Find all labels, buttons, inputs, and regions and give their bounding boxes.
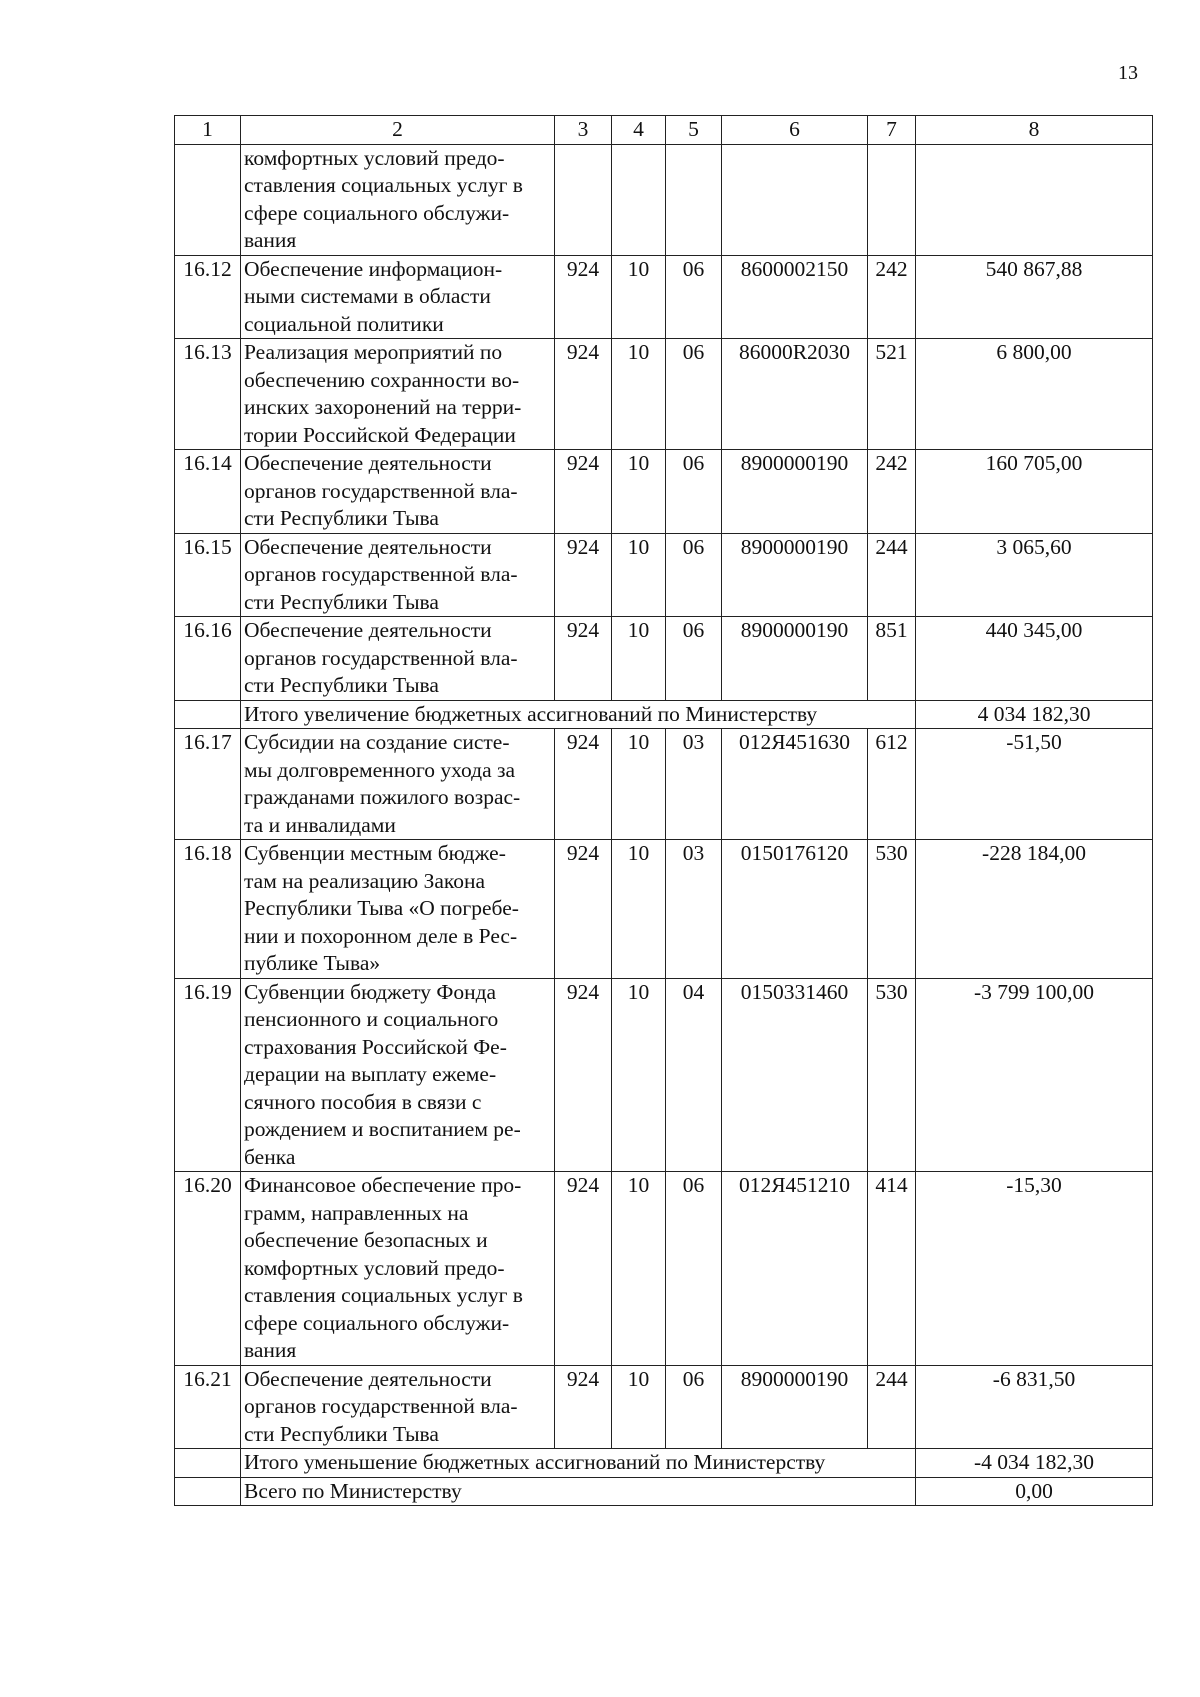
description-text: Реализация мероприятий по обеспечению сохранности во- инских захоронений на терри- тории Российской Федерации [244,340,522,447]
subsection-code-cell: 06 [666,533,722,617]
description-text: Обеспечение деятельности органов государственной вла- сти Республики Тыва [244,618,518,697]
table-row [175,339,1153,450]
summary-label-cell: Итого уменьшение бюджетных ассигнований по Министерству [241,1449,916,1478]
ministry-code-cell: 924 [555,978,612,1172]
row-number-cell: 16.21 [175,1365,241,1449]
target-article-cell: 8600002150 [722,255,868,339]
row-number-cell: 16.13 [175,339,241,450]
description-cell [241,1365,555,1449]
summary-amount-cell: 4 034 182,30 [916,700,1153,729]
ministry-code-cell: 924 [555,1172,612,1366]
target-article-cell: 0150331460 [722,978,868,1172]
page-number: 13 [1118,62,1138,84]
section-code-cell: 10 [612,533,666,617]
subsection-code-cell: 06 [666,617,722,701]
ministry-code-cell: 924 [555,840,612,979]
section-code-cell: 10 [612,339,666,450]
row-number-cell [175,144,241,255]
target-article-cell: 8900000190 [722,450,868,534]
table-row [175,1365,1153,1449]
total-decrease-row [175,1449,1153,1478]
description-cell [241,729,555,840]
table-row [175,729,1153,840]
expense-type-cell: 244 [868,533,916,617]
description-cell [241,617,555,701]
description-text: Обеспечение деятельности органов государственной вла- сти Республики Тыва [244,451,518,530]
subsection-code-cell: 06 [666,1172,722,1366]
description-cell [241,840,555,979]
table-row [175,533,1153,617]
amount-cell: -15,30 [916,1172,1153,1366]
summary-label-cell: Итого увеличение бюджетных ассигнований по Министерству [241,700,916,729]
section-code-cell: 10 [612,617,666,701]
description-text: Субвенции местным бюдже- там на реализацию Закона Республики Тыва «О погребе- нии и похоронном деле в Рес- публике Тыва» [244,841,519,975]
amount-cell: -3 799 100,00 [916,978,1153,1172]
summary-amount-cell: 0,00 [916,1477,1153,1506]
subsection-code-cell: 06 [666,255,722,339]
amount-cell: -6 831,50 [916,1365,1153,1449]
subsection-code-cell: 04 [666,978,722,1172]
budget-table [174,115,1153,1506]
expense-type-cell: 521 [868,339,916,450]
amount-cell: -51,50 [916,729,1153,840]
description-text: Финансовое обеспечение про- грамм, направленных на обеспечение безопасных и комфортных условий предо- ставления социальных услуг в сфере социального обслужи- вания [244,1173,523,1362]
description-text: Обеспечение деятельности органов государственной вла- сти Республики Тыва [244,534,518,614]
summary-amount-cell: -4 034 182,30 [916,1449,1153,1478]
row-number-cell: 16.12 [175,255,241,339]
description-cell [241,1172,555,1366]
subsection-code-cell: 03 [666,729,722,840]
section-code-cell: 10 [612,840,666,979]
description-cell [241,144,555,255]
header-cell: 2 [241,116,555,145]
row-number-cell: 16.18 [175,840,241,979]
row-number-cell: 16.17 [175,729,241,840]
section-code-cell: 10 [612,255,666,339]
grand-total-row [175,1477,1153,1506]
expense-type-cell: 530 [868,840,916,979]
table-row [175,978,1153,1172]
section-code-cell: 10 [612,978,666,1172]
expense-type-cell: 414 [868,1172,916,1366]
subsection-code-cell: 06 [666,450,722,534]
section-code-cell: 10 [612,729,666,840]
expense-type-cell: 530 [868,978,916,1172]
description-text: комфортных условий предо- ставления социальных услуг в сфере социального обслужи- вания [244,145,523,252]
section-code-cell: 10 [612,1365,666,1449]
expense-type-cell: 244 [868,1365,916,1449]
target-article-cell: 012Я451630 [722,729,868,840]
header-cell: 8 [916,116,1153,145]
description-cell [241,978,555,1172]
row-number-cell [175,1449,241,1478]
description-text: Субвенции бюджету Фонда пенсионного и социального страхования Российской Фе- дерации на выплату ежеме- сячного пособия в связи с рождением и воспитанием ре- бенка [244,979,521,1169]
expense-type-cell: 242 [868,450,916,534]
amount-cell: 3 065,60 [916,533,1153,617]
table-row [175,450,1153,534]
ministry-code-cell: 924 [555,617,612,701]
section-code-cell: 10 [612,450,666,534]
description-cell [241,255,555,339]
amount-cell: 540 867,88 [916,255,1153,339]
header-cell: 4 [612,116,666,145]
row-number-cell: 16.14 [175,450,241,534]
row-number-cell: 16.20 [175,1172,241,1366]
description-cell [241,533,555,617]
amount-cell: 440 345,00 [916,617,1153,701]
section-code-cell: 10 [612,1172,666,1366]
description-text: Обеспечение деятельности органов государственной вла- сти Республики Тыва [244,1366,518,1446]
expense-type-cell: 612 [868,729,916,840]
table-row [175,617,1153,701]
header-cell: 6 [722,116,868,145]
row-number-cell: 16.15 [175,533,241,617]
expense-type-cell: 851 [868,617,916,701]
amount-cell: 6 800,00 [916,339,1153,450]
ministry-code-cell: 924 [555,533,612,617]
row-number-cell: 16.16 [175,617,241,701]
header-cell: 5 [666,116,722,145]
subsection-code-cell: 03 [666,840,722,979]
amount-cell: 160 705,00 [916,450,1153,534]
table-row [175,255,1153,339]
amount-cell: -228 184,00 [916,840,1153,979]
header-cell: 1 [175,116,241,145]
target-article-cell: 8900000190 [722,533,868,617]
table-row [175,840,1153,979]
header-cell: 7 [868,116,916,145]
header-cell: 3 [555,116,612,145]
target-article-cell: 8900000190 [722,1365,868,1449]
total-increase-row [175,700,1153,729]
target-article-cell: 012Я451210 [722,1172,868,1366]
ministry-code-cell: 924 [555,339,612,450]
row-number-cell [175,1477,241,1506]
row-number-cell: 16.19 [175,978,241,1172]
table-row [175,1172,1153,1366]
target-article-cell: 8900000190 [722,617,868,701]
description-cell [241,450,555,534]
description-text: Обеспечение информацион- ными системами в области социальной политики [244,256,503,336]
continued-row [175,144,1153,255]
row-number-cell [175,700,241,729]
summary-label-cell: Всего по Министерству [241,1477,916,1506]
ministry-code-cell: 924 [555,1365,612,1449]
ministry-code-cell: 924 [555,255,612,339]
description-text: Субсидии на создание систе- мы долговременного ухода за гражданами пожилого возрас- та и инвалидами [244,730,521,837]
target-article-cell: 0150176120 [722,840,868,979]
description-cell [241,339,555,450]
header-row [175,116,1153,145]
subsection-code-cell: 06 [666,339,722,450]
ministry-code-cell: 924 [555,729,612,840]
ministry-code-cell: 924 [555,450,612,534]
target-article-cell: 86000R2030 [722,339,868,450]
expense-type-cell: 242 [868,255,916,339]
subsection-code-cell: 06 [666,1365,722,1449]
